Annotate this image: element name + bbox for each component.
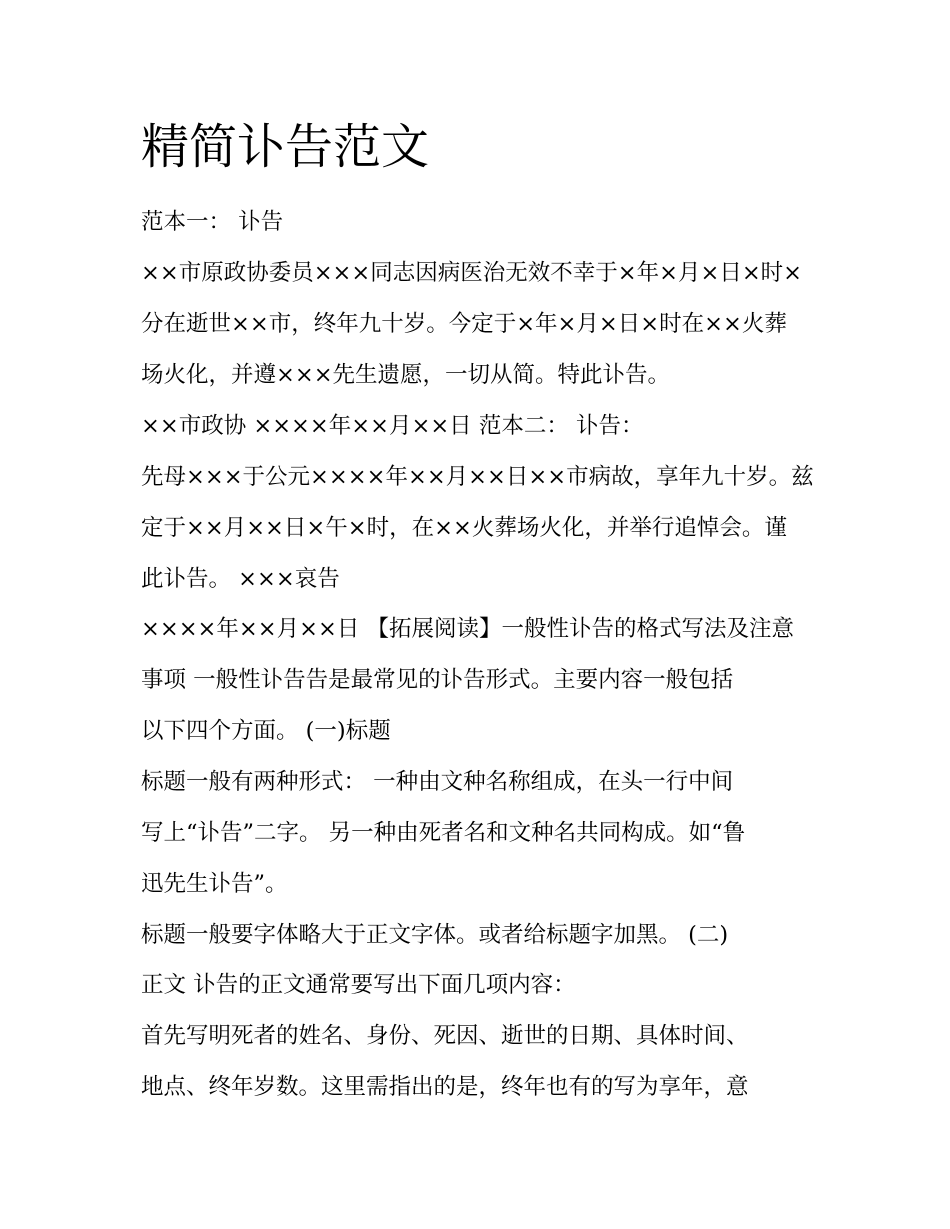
text-line: 此讣告。 ×××哀告 [141,566,340,592]
document-title: 精简讣告范文 [141,119,430,175]
text-line: 标题一般有两种形式： 一种由文种名称组成，在头一行中间 [141,769,734,795]
text-line: 先母×××于公元××××年××月××日××市病故，享年九十岁。兹 [141,464,814,490]
text-line: 写上“讣告”二字。 另一种由死者名和文种名共同构成。如“鲁 [141,820,746,846]
text-line: 定于××月××日×午×时，在××火葬场火化，并举行追悼会。谨 [141,515,787,541]
text-line: 范本一： 讣告 [141,209,284,235]
text-line: ××××年××月××日 【拓展阅读】一般性讣告的格式写法及注意 [141,616,794,642]
text-line: 以下四个方面。 (一)标题 [141,718,391,744]
text-line: 分在逝世××市，终年九十岁。今定于×年×月×日×时在××火葬 [141,311,787,337]
text-line: 正文 讣告的正文通常要写出下面几项内容： [141,972,576,998]
text-line: 迅先生讣告”。 [141,871,288,897]
text-line: 场火化，并遵×××先生遗愿，一切从简。特此讣告。 [141,362,671,388]
text-line: 标题一般要字体略大于正文字体。或者给标题字加黑。 (二) [141,922,729,948]
text-line: ××市政协 ××××年××月××日 范本二： 讣告： [141,413,644,439]
text-line: 首先写明死者的姓名、身份、死因、逝世的日期、具体时间、 [141,1023,749,1049]
text-line: 地点、终年岁数。这里需指出的是，终年也有的写为享年，意 [141,1074,749,1100]
text-line: ××市原政协委员×××同志因病医治无效不幸于×年×月×日×时× [141,260,803,286]
text-line: 事项 一般性讣告告是最常见的讣告形式。主要内容一般包括 [141,667,734,693]
